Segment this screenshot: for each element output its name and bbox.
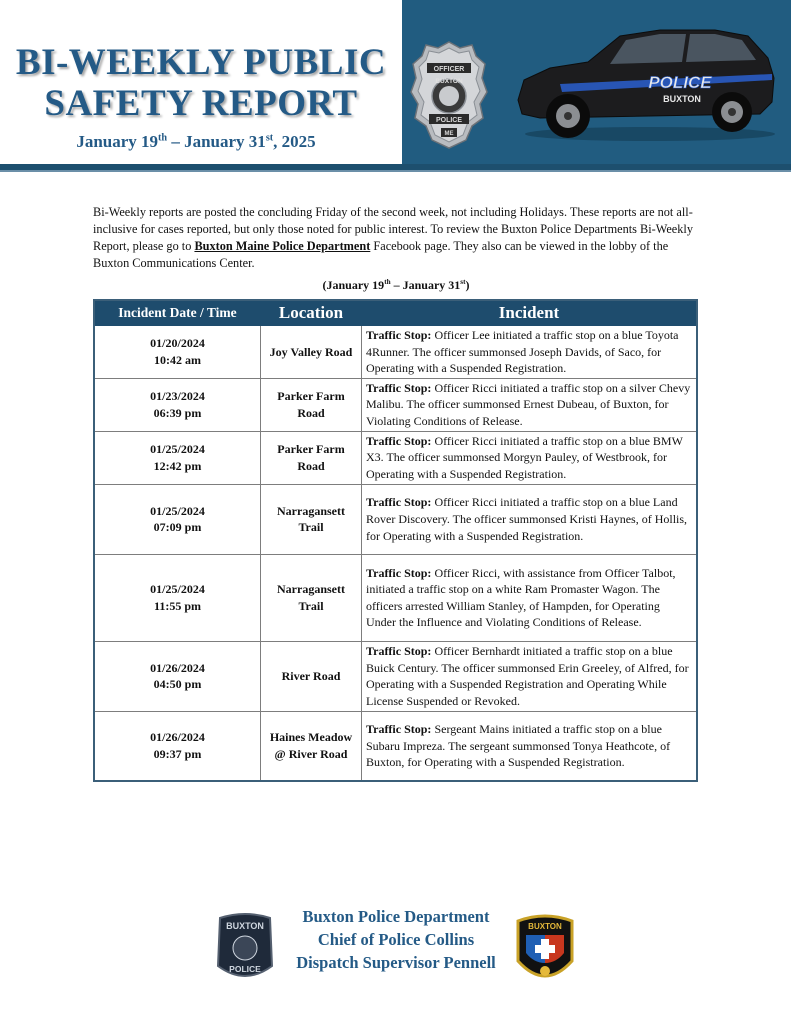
police-patch-icon [216, 912, 274, 982]
location-line-2: Road [297, 458, 325, 473]
incident-date: 01/25/2024 [150, 582, 205, 597]
incident-time: 04:50 pm [153, 677, 202, 692]
table-row [94, 554, 697, 641]
location-line-1: Narragansett [277, 582, 345, 597]
table-row [94, 641, 697, 711]
header-location: Location [261, 300, 362, 326]
header-divider-thin [0, 170, 791, 172]
incident-type: Traffic Stop: [366, 644, 432, 659]
car-text-police: POLICE [648, 73, 712, 92]
footer-dispatch: Dispatch Supervisor Pennell [296, 953, 496, 972]
intro-text-end: Facebook page. They also can be viewed in the lobby of the Buxton Communications Center. [93, 239, 669, 270]
communications-patch-icon [514, 913, 576, 987]
subtitle-close: ) [465, 278, 470, 292]
location-line-2: Trail [298, 598, 324, 613]
location-line-1: Parker Farm [277, 442, 345, 457]
incident-time: 10:42 am [154, 352, 201, 367]
incident-type: Traffic Stop: [366, 328, 432, 342]
intro-paragraph [93, 204, 699, 272]
incident-text: Officer Lee initiated a traffic stop on a blue Toyota 4Runner. The officer summonsed Joseph Davids, of Saco, for Operating with a Suspended Registration. [366, 328, 679, 376]
subtitle-end-sup: st [460, 278, 466, 286]
incident-date: 01/20/2024 [150, 336, 205, 351]
table-row [94, 711, 697, 781]
incident-text: Officer Ricci initiated a traffic stop on a silver Chevy Malibu. The officer summonsed Ernest Dubeau, of Buxton, for Violating Conditions of Release. [366, 380, 691, 429]
footer-signature [280, 905, 512, 974]
incident-date-time [94, 484, 261, 554]
incident-text: Officer Ricci initiated a traffic stop on a blue Land Rover Discovery. The officer summonsed Kristi Haynes, of Hollis, for Operating with a Suspended Registration. [366, 495, 688, 543]
incident-location [261, 431, 362, 484]
subtitle-start-sup: th [384, 278, 391, 286]
incident-date-time [94, 326, 261, 379]
header-incident: Incident [362, 300, 698, 326]
incident-location [261, 711, 362, 781]
incident-date: 01/25/2024 [150, 442, 205, 457]
incident-date: 01/23/2024 [150, 389, 205, 404]
incident-type: Traffic Stop: [366, 565, 432, 580]
incident-type: Traffic Stop: [366, 722, 432, 737]
date-start-sup: th [158, 132, 168, 144]
incident-description [362, 554, 698, 641]
incident-description [362, 378, 698, 431]
incident-date-time [94, 431, 261, 484]
incident-location [261, 326, 362, 379]
incident-time: 11:55 pm [153, 598, 201, 613]
incident-table [93, 299, 698, 782]
incident-type: Traffic Stop: [366, 495, 432, 510]
location-line-1: Narragansett [277, 503, 345, 518]
badge-text-officer: OFFICER [433, 66, 465, 73]
footer-chief: Chief of Police Collins [317, 930, 475, 949]
facebook-page-link[interactable]: Buxton Maine Police Department [194, 239, 371, 253]
incident-description [362, 326, 698, 379]
report-title [0, 42, 402, 124]
incident-location [261, 641, 362, 711]
incident-date-time [94, 378, 261, 431]
date-start: January 19 [76, 132, 159, 151]
intro-text: Bi-Weekly reports are posted the concluding Friday of the second week, not including Holidays. These reports are not all-inclusive for cases reported, but only those noted for public interest. To review the Buxton Police Departments Bi-Weekly Report, please go to [93, 205, 693, 253]
patch-left-text-buxton: BUXTON [226, 921, 264, 931]
table-row [94, 326, 697, 379]
footer-department: Buxton Police Department [302, 907, 490, 926]
police-car-icon [510, 22, 780, 144]
incident-location [261, 484, 362, 554]
title-line-2: SAFETY REPORT [44, 83, 358, 124]
incident-text: Sergeant Mains initiated a traffic stop on a blue Subaru Impreza. The sergeant summonsed Tonya Heathcote, of Buxton, for Operating with a Suspended Registration. [366, 722, 671, 770]
incident-time: 12:42 pm [153, 458, 202, 473]
badge-text-me: ME [444, 131, 454, 137]
table-row [94, 431, 697, 484]
incident-time: 06:39 pm [153, 405, 202, 420]
table-row [94, 484, 697, 554]
header-date-time: Incident Date / Time [94, 300, 261, 326]
subtitle-end: – January 31 [390, 278, 461, 292]
location-line-1: Joy Valley Road [269, 344, 353, 359]
incident-date: 01/26/2024 [150, 730, 205, 745]
incident-description [362, 431, 698, 484]
incident-date-time [94, 711, 261, 781]
incident-description [362, 484, 698, 554]
date-separator: – [167, 132, 185, 151]
report-date-range [0, 132, 392, 152]
date-year: , 2025 [273, 132, 316, 151]
incident-time: 09:37 pm [153, 747, 202, 762]
table-row [94, 378, 697, 431]
incident-text: Officer Ricci initiated a traffic stop on a blue BMW X3. The officer summonsed Morgyn Pauley, of Westbrook, for Operating with a Suspended Registration. [366, 433, 683, 482]
date-end: January 31 [184, 132, 266, 151]
incident-description [362, 641, 698, 711]
table-header-row [94, 300, 697, 326]
location-line-1: Haines Meadow [269, 730, 353, 745]
incident-time: 07:09 pm [153, 520, 202, 535]
report-header [0, 0, 791, 172]
badge-text-buxton: BUXTON [435, 78, 463, 85]
incident-location [261, 378, 362, 431]
incident-text: Officer Ricci, with assistance from Officer Talbot, initiated a traffic stop on a white Ram Promaster Wagon. The officers arrested William Stanley, of Hampden, for Operating Under the Influence and Violating Conditions of Release. [366, 565, 676, 630]
patch-left-text-police: POLICE [229, 964, 261, 974]
location-line-2: Trail [298, 520, 324, 535]
incident-location [261, 554, 362, 641]
subtitle-start: (January 19 [322, 278, 385, 292]
location-line-2: Road [297, 405, 325, 420]
date-end-sup: st [265, 132, 274, 144]
incident-type: Traffic Stop: [366, 380, 432, 395]
location-line-1: River Road [281, 668, 341, 683]
incident-date-time [94, 641, 261, 711]
patch-right-text-buxton: BUXTON [528, 922, 562, 931]
incident-date-time [94, 554, 261, 641]
location-line-1: Parker Farm [277, 389, 345, 404]
incident-text: Officer Bernhardt initiated a traffic stop on a blue Buick Century. The officer summonsed Erin Greeley, of Alfred, for Operating with a Suspended Registration and Operating While License Suspended or Revoked. [366, 644, 689, 708]
incident-description [362, 711, 698, 781]
incident-type: Traffic Stop: [366, 433, 432, 448]
badge-text-police: POLICE [435, 117, 463, 124]
car-text-buxton: BUXTON [663, 94, 701, 104]
incident-date: 01/26/2024 [150, 660, 205, 675]
location-line-2: @ River Road [274, 747, 348, 762]
title-line-1: BI-WEEKLY PUBLIC [15, 42, 387, 83]
incident-date: 01/25/2024 [150, 503, 205, 518]
police-badge-icon [410, 40, 488, 152]
table-subtitle [93, 278, 699, 293]
